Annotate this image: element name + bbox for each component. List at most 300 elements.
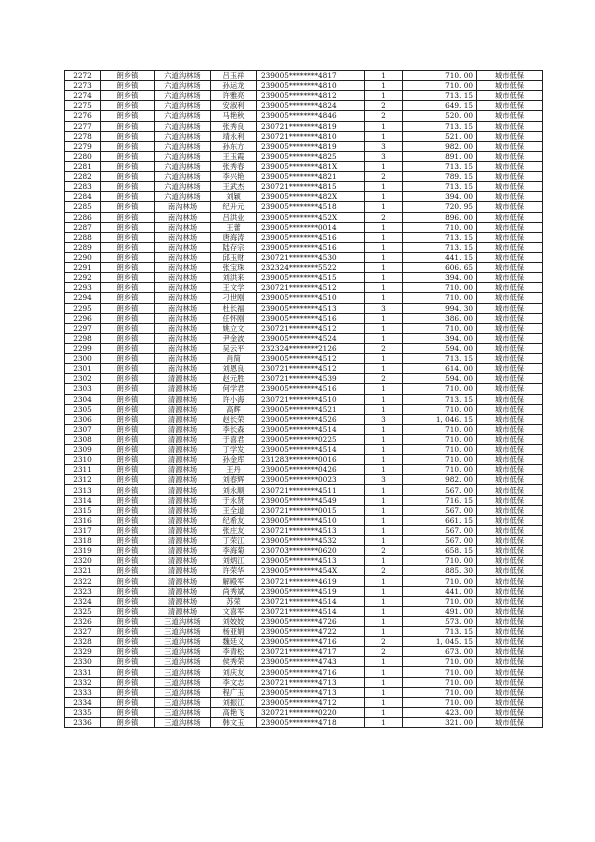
name-cell: 任怀刚 xyxy=(211,313,257,323)
category-cell: 城市低保 xyxy=(477,121,543,131)
household-size-cell: 1 xyxy=(365,485,403,495)
table-body xyxy=(65,71,543,728)
row-number: 2287 xyxy=(65,222,101,232)
household-size-cell: 3 xyxy=(365,141,403,151)
household-size-cell: 1 xyxy=(365,556,403,566)
forest-farm-cell: 南沟林场 xyxy=(155,273,211,283)
row-number: 2321 xyxy=(65,566,101,576)
forest-farm-cell: 三道沟林场 xyxy=(155,637,211,647)
id-number-cell: 239005********4812 xyxy=(257,91,365,101)
forest-farm-cell: 清源林场 xyxy=(155,465,211,475)
household-size-cell: 1 xyxy=(365,687,403,697)
row-number: 2292 xyxy=(65,273,101,283)
table-row xyxy=(65,161,543,171)
name-cell: 肖简 xyxy=(211,354,257,364)
table-row xyxy=(65,323,543,333)
household-size-cell: 1 xyxy=(365,606,403,616)
amount-cell: 720. 95 xyxy=(403,202,477,212)
row-number: 2310 xyxy=(65,455,101,465)
table-row xyxy=(65,343,543,353)
household-size-cell: 1 xyxy=(365,283,403,293)
id-number-cell: 239005********4510 xyxy=(257,515,365,525)
category-cell: 城市低保 xyxy=(477,556,543,566)
forest-farm-cell: 清源林场 xyxy=(155,576,211,586)
name-cell: 于永贤 xyxy=(211,495,257,505)
forest-farm-cell: 三道沟林场 xyxy=(155,627,211,637)
household-size-cell: 1 xyxy=(365,586,403,596)
name-cell: 李海菊 xyxy=(211,546,257,556)
table-row xyxy=(65,556,543,566)
forest-farm-cell: 三道沟林场 xyxy=(155,677,211,687)
household-size-cell: 2 xyxy=(365,343,403,353)
id-number-cell: 239005********4515 xyxy=(257,273,365,283)
amount-cell: 713. 15 xyxy=(403,121,477,131)
household-size-cell: 1 xyxy=(365,182,403,192)
name-cell: 刘洪来 xyxy=(211,273,257,283)
household-size-cell: 1 xyxy=(365,515,403,525)
category-cell: 城市低保 xyxy=(477,161,543,171)
amount-cell: 710. 00 xyxy=(403,323,477,333)
household-size-cell: 1 xyxy=(365,394,403,404)
household-size-cell: 2 xyxy=(365,647,403,657)
table-row xyxy=(65,707,543,717)
id-number-cell: 230721********4819 xyxy=(257,121,365,131)
category-cell: 城市低保 xyxy=(477,404,543,414)
amount-cell: 710. 00 xyxy=(403,697,477,707)
table-row xyxy=(65,192,543,202)
town-cell: 朗乡镇 xyxy=(101,252,155,262)
table-row xyxy=(65,394,543,404)
category-cell: 城市低保 xyxy=(477,242,543,252)
category-cell: 城市低保 xyxy=(477,627,543,637)
row-number: 2303 xyxy=(65,384,101,394)
town-cell: 朗乡镇 xyxy=(101,182,155,192)
amount-cell: 520. 00 xyxy=(403,111,477,121)
id-number-cell: 239005********481X xyxy=(257,161,365,171)
forest-farm-cell: 三道沟林场 xyxy=(155,707,211,717)
forest-farm-cell: 六道沟林场 xyxy=(155,192,211,202)
town-cell: 朗乡镇 xyxy=(101,323,155,333)
row-number: 2293 xyxy=(65,283,101,293)
forest-farm-cell: 三道沟林场 xyxy=(155,647,211,657)
id-number-cell: 230721********4717 xyxy=(257,647,365,657)
category-cell: 城市低保 xyxy=(477,131,543,141)
name-cell: 刘春辉 xyxy=(211,475,257,485)
id-number-cell: 239005********0426 xyxy=(257,465,365,475)
amount-cell: 423. 00 xyxy=(403,707,477,717)
forest-farm-cell: 南沟林场 xyxy=(155,252,211,262)
forest-farm-cell: 清源林场 xyxy=(155,404,211,414)
table-row xyxy=(65,677,543,687)
name-cell: 吕洪业 xyxy=(211,212,257,222)
household-size-cell: 1 xyxy=(365,445,403,455)
row-number: 2327 xyxy=(65,627,101,637)
forest-farm-cell: 六道沟林场 xyxy=(155,182,211,192)
forest-farm-cell: 清源林场 xyxy=(155,515,211,525)
name-cell: 刘姣姣 xyxy=(211,616,257,626)
amount-cell: 891. 00 xyxy=(403,151,477,161)
row-number: 2299 xyxy=(65,343,101,353)
forest-farm-cell: 清源林场 xyxy=(155,586,211,596)
table-row xyxy=(65,434,543,444)
household-size-cell: 2 xyxy=(365,546,403,556)
row-number: 2316 xyxy=(65,515,101,525)
table-row xyxy=(65,364,543,374)
table-row xyxy=(65,414,543,424)
amount-cell: 713. 15 xyxy=(403,627,477,637)
name-cell: 侯秀荣 xyxy=(211,657,257,667)
table-row xyxy=(65,647,543,657)
row-number: 2290 xyxy=(65,252,101,262)
household-size-cell: 3 xyxy=(365,475,403,485)
town-cell: 朗乡镇 xyxy=(101,404,155,414)
category-cell: 城市低保 xyxy=(477,151,543,161)
table-row xyxy=(65,596,543,606)
id-number-cell: 230721********4619 xyxy=(257,576,365,586)
town-cell: 朗乡镇 xyxy=(101,131,155,141)
forest-farm-cell: 六道沟林场 xyxy=(155,131,211,141)
name-cell: 姚立文 xyxy=(211,323,257,333)
amount-cell: 885. 30 xyxy=(403,566,477,576)
forest-farm-cell: 清源林场 xyxy=(155,556,211,566)
table-row xyxy=(65,687,543,697)
amount-cell: 606. 65 xyxy=(403,263,477,273)
town-cell: 朗乡镇 xyxy=(101,273,155,283)
amount-cell: 1, 045. 15 xyxy=(403,637,477,647)
category-cell: 城市低保 xyxy=(477,434,543,444)
category-cell: 城市低保 xyxy=(477,485,543,495)
town-cell: 朗乡镇 xyxy=(101,515,155,525)
forest-farm-cell: 六道沟林场 xyxy=(155,81,211,91)
forest-farm-cell: 清源林场 xyxy=(155,495,211,505)
amount-cell: 710. 00 xyxy=(403,434,477,444)
id-number-cell: 239005********4726 xyxy=(257,616,365,626)
table-row xyxy=(65,91,543,101)
id-number-cell: 230721********4815 xyxy=(257,182,365,192)
household-size-cell: 1 xyxy=(365,81,403,91)
amount-cell: 710. 00 xyxy=(403,556,477,566)
forest-farm-cell: 清源林场 xyxy=(155,424,211,434)
household-size-cell: 1 xyxy=(365,677,403,687)
table-row xyxy=(65,424,543,434)
row-number: 2333 xyxy=(65,687,101,697)
forest-farm-cell: 六道沟林场 xyxy=(155,111,211,121)
id-number-cell: 239005********4514 xyxy=(257,424,365,434)
row-number: 2336 xyxy=(65,718,101,728)
town-cell: 朗乡镇 xyxy=(101,718,155,728)
household-size-cell: 1 xyxy=(365,91,403,101)
name-cell: 何学君 xyxy=(211,384,257,394)
town-cell: 朗乡镇 xyxy=(101,667,155,677)
forest-farm-cell: 清源林场 xyxy=(155,536,211,546)
household-size-cell: 1 xyxy=(365,657,403,667)
amount-cell: 594. 00 xyxy=(403,374,477,384)
amount-cell: 896. 00 xyxy=(403,212,477,222)
town-cell: 朗乡镇 xyxy=(101,525,155,535)
name-cell: 杜长福 xyxy=(211,303,257,313)
name-cell: 吴云平 xyxy=(211,343,257,353)
table-row xyxy=(65,101,543,111)
name-cell: 孙东方 xyxy=(211,141,257,151)
category-cell: 城市低保 xyxy=(477,536,543,546)
town-cell: 朗乡镇 xyxy=(101,536,155,546)
amount-cell: 710. 00 xyxy=(403,283,477,293)
category-cell: 城市低保 xyxy=(477,333,543,343)
table-row xyxy=(65,505,543,515)
table-row xyxy=(65,546,543,556)
forest-farm-cell: 六道沟林场 xyxy=(155,101,211,111)
name-cell: 王武杰 xyxy=(211,182,257,192)
forest-farm-cell: 六道沟林场 xyxy=(155,161,211,171)
town-cell: 朗乡镇 xyxy=(101,647,155,657)
town-cell: 朗乡镇 xyxy=(101,242,155,252)
household-size-cell: 2 xyxy=(365,637,403,647)
id-number-cell: 239005********4716 xyxy=(257,667,365,677)
town-cell: 朗乡镇 xyxy=(101,374,155,384)
row-number: 2325 xyxy=(65,606,101,616)
household-size-cell: 3 xyxy=(365,414,403,424)
amount-cell: 713. 15 xyxy=(403,91,477,101)
forest-farm-cell: 南沟林场 xyxy=(155,293,211,303)
table-row xyxy=(65,202,543,212)
category-cell: 城市低保 xyxy=(477,697,543,707)
row-number: 2289 xyxy=(65,242,101,252)
name-cell: 邱玉财 xyxy=(211,252,257,262)
name-cell: 孙金库 xyxy=(211,455,257,465)
row-number: 2329 xyxy=(65,647,101,657)
table-row xyxy=(65,263,543,273)
amount-cell: 594. 00 xyxy=(403,343,477,353)
table-row xyxy=(65,242,543,252)
table-row xyxy=(65,697,543,707)
household-size-cell: 1 xyxy=(365,404,403,414)
town-cell: 朗乡镇 xyxy=(101,495,155,505)
forest-farm-cell: 三道沟林场 xyxy=(155,718,211,728)
id-number-cell: 239005********4519 xyxy=(257,586,365,596)
category-cell: 城市低保 xyxy=(477,718,543,728)
household-size-cell: 3 xyxy=(365,303,403,313)
amount-cell: 658. 15 xyxy=(403,546,477,556)
category-cell: 城市低保 xyxy=(477,576,543,586)
row-number: 2323 xyxy=(65,586,101,596)
amount-cell: 710. 00 xyxy=(403,596,477,606)
id-number-cell: 230721********4539 xyxy=(257,374,365,384)
household-size-cell: 1 xyxy=(365,616,403,626)
household-size-cell: 1 xyxy=(365,505,403,515)
amount-cell: 710. 00 xyxy=(403,81,477,91)
town-cell: 朗乡镇 xyxy=(101,637,155,647)
name-cell: 杨亚娟 xyxy=(211,627,257,637)
forest-farm-cell: 清源林场 xyxy=(155,394,211,404)
forest-farm-cell: 南沟林场 xyxy=(155,343,211,353)
town-cell: 朗乡镇 xyxy=(101,263,155,273)
category-cell: 城市低保 xyxy=(477,606,543,616)
row-number: 2297 xyxy=(65,323,101,333)
category-cell: 城市低保 xyxy=(477,596,543,606)
category-cell: 城市低保 xyxy=(477,586,543,596)
row-number: 2282 xyxy=(65,172,101,182)
category-cell: 城市低保 xyxy=(477,293,543,303)
row-number: 2288 xyxy=(65,232,101,242)
category-cell: 城市低保 xyxy=(477,212,543,222)
id-number-cell: 239005********0225 xyxy=(257,434,365,444)
id-number-cell: 239005********4516 xyxy=(257,313,365,323)
name-cell: 许小海 xyxy=(211,394,257,404)
household-size-cell: 1 xyxy=(365,424,403,434)
town-cell: 朗乡镇 xyxy=(101,546,155,556)
row-number: 2328 xyxy=(65,637,101,647)
amount-cell: 710. 00 xyxy=(403,667,477,677)
household-size-cell: 1 xyxy=(365,596,403,606)
row-number: 2309 xyxy=(65,445,101,455)
town-cell: 朗乡镇 xyxy=(101,71,155,81)
id-number-cell: 239005********4821 xyxy=(257,172,365,182)
forest-farm-cell: 南沟林场 xyxy=(155,263,211,273)
household-size-cell: 1 xyxy=(365,161,403,171)
table-row xyxy=(65,182,543,192)
amount-cell: 386. 00 xyxy=(403,313,477,323)
row-number: 2319 xyxy=(65,546,101,556)
forest-farm-cell: 南沟林场 xyxy=(155,283,211,293)
name-cell: 王全道 xyxy=(211,505,257,515)
town-cell: 朗乡镇 xyxy=(101,707,155,717)
id-number-cell: 230721********4810 xyxy=(257,131,365,141)
amount-cell: 994. 30 xyxy=(403,303,477,313)
household-size-cell: 1 xyxy=(365,495,403,505)
id-number-cell: 239005********4810 xyxy=(257,81,365,91)
table-row xyxy=(65,313,543,323)
town-cell: 朗乡镇 xyxy=(101,687,155,697)
forest-farm-cell: 南沟林场 xyxy=(155,202,211,212)
row-number: 2298 xyxy=(65,333,101,343)
name-cell: 马艳秋 xyxy=(211,111,257,121)
name-cell: 许荣华 xyxy=(211,566,257,576)
table-row xyxy=(65,586,543,596)
row-number: 2300 xyxy=(65,354,101,364)
row-number: 2326 xyxy=(65,616,101,626)
amount-cell: 710. 00 xyxy=(403,465,477,475)
household-size-cell: 1 xyxy=(365,354,403,364)
town-cell: 朗乡镇 xyxy=(101,627,155,637)
forest-farm-cell: 三道沟林场 xyxy=(155,697,211,707)
id-number-cell: 239005********4819 xyxy=(257,141,365,151)
town-cell: 朗乡镇 xyxy=(101,556,155,566)
id-number-cell: 239005********4549 xyxy=(257,495,365,505)
name-cell: 陆存宗 xyxy=(211,242,257,252)
row-number: 2315 xyxy=(65,505,101,515)
row-number: 2278 xyxy=(65,131,101,141)
id-number-cell: 230721********0015 xyxy=(257,505,365,515)
category-cell: 城市低保 xyxy=(477,667,543,677)
amount-cell: 710. 00 xyxy=(403,677,477,687)
household-size-cell: 3 xyxy=(365,151,403,161)
table-row xyxy=(65,616,543,626)
id-number-cell: 239005********4521 xyxy=(257,404,365,414)
id-number-cell: 230721********4512 xyxy=(257,283,365,293)
amount-cell: 710. 00 xyxy=(403,384,477,394)
category-cell: 城市低保 xyxy=(477,495,543,505)
town-cell: 朗乡镇 xyxy=(101,111,155,121)
household-size-cell: 1 xyxy=(365,434,403,444)
town-cell: 朗乡镇 xyxy=(101,485,155,495)
household-size-cell: 1 xyxy=(365,293,403,303)
table-row xyxy=(65,515,543,525)
id-number-cell: 230721********4530 xyxy=(257,252,365,262)
amount-cell: 521. 00 xyxy=(403,131,477,141)
town-cell: 朗乡镇 xyxy=(101,414,155,424)
category-cell: 城市低保 xyxy=(477,252,543,262)
household-size-cell: 1 xyxy=(365,333,403,343)
table-row xyxy=(65,71,543,81)
name-cell: 安淑利 xyxy=(211,101,257,111)
row-number: 2312 xyxy=(65,475,101,485)
row-number: 2284 xyxy=(65,192,101,202)
row-number: 2272 xyxy=(65,71,101,81)
forest-farm-cell: 清源林场 xyxy=(155,505,211,515)
table-row xyxy=(65,141,543,151)
town-cell: 朗乡镇 xyxy=(101,455,155,465)
forest-farm-cell: 清源林场 xyxy=(155,445,211,455)
name-cell: 张宝珠 xyxy=(211,263,257,273)
category-cell: 城市低保 xyxy=(477,182,543,192)
household-size-cell: 1 xyxy=(365,121,403,131)
category-cell: 城市低保 xyxy=(477,101,543,111)
town-cell: 朗乡镇 xyxy=(101,596,155,606)
category-cell: 城市低保 xyxy=(477,263,543,273)
town-cell: 朗乡镇 xyxy=(101,172,155,182)
forest-farm-cell: 六道沟林场 xyxy=(155,151,211,161)
id-number-cell: 320721********0220 xyxy=(257,707,365,717)
forest-farm-cell: 南沟林场 xyxy=(155,222,211,232)
table-row xyxy=(65,222,543,232)
town-cell: 朗乡镇 xyxy=(101,384,155,394)
household-size-cell: 1 xyxy=(365,323,403,333)
category-cell: 城市低保 xyxy=(477,232,543,242)
forest-farm-cell: 三道沟林场 xyxy=(155,616,211,626)
name-cell: 苏荣 xyxy=(211,596,257,606)
category-cell: 城市低保 xyxy=(477,465,543,475)
forest-farm-cell: 南沟林场 xyxy=(155,354,211,364)
category-cell: 城市低保 xyxy=(477,374,543,384)
town-cell: 朗乡镇 xyxy=(101,151,155,161)
category-cell: 城市低保 xyxy=(477,505,543,515)
id-number-cell: 239005********4716 xyxy=(257,637,365,647)
id-number-cell: 239005********454X xyxy=(257,566,365,576)
household-size-cell: 1 xyxy=(365,71,403,81)
name-cell: 王玉霞 xyxy=(211,151,257,161)
row-number: 2317 xyxy=(65,525,101,535)
id-number-cell: 239005********4526 xyxy=(257,414,365,424)
table-row xyxy=(65,81,543,91)
row-number: 2332 xyxy=(65,677,101,687)
row-number: 2274 xyxy=(65,91,101,101)
amount-cell: 614. 00 xyxy=(403,364,477,374)
name-cell: 张庄友 xyxy=(211,525,257,535)
category-cell: 城市低保 xyxy=(477,707,543,717)
town-cell: 朗乡镇 xyxy=(101,192,155,202)
amount-cell: 661. 15 xyxy=(403,515,477,525)
name-cell: 许雅亮 xyxy=(211,91,257,101)
category-cell: 城市低保 xyxy=(477,384,543,394)
category-cell: 城市低保 xyxy=(477,354,543,364)
town-cell: 朗乡镇 xyxy=(101,303,155,313)
category-cell: 城市低保 xyxy=(477,202,543,212)
id-number-cell: 239005********4512 xyxy=(257,354,365,364)
name-cell: 王丹 xyxy=(211,465,257,475)
town-cell: 朗乡镇 xyxy=(101,394,155,404)
amount-cell: 321. 00 xyxy=(403,718,477,728)
id-number-cell: 239005********4513 xyxy=(257,303,365,313)
